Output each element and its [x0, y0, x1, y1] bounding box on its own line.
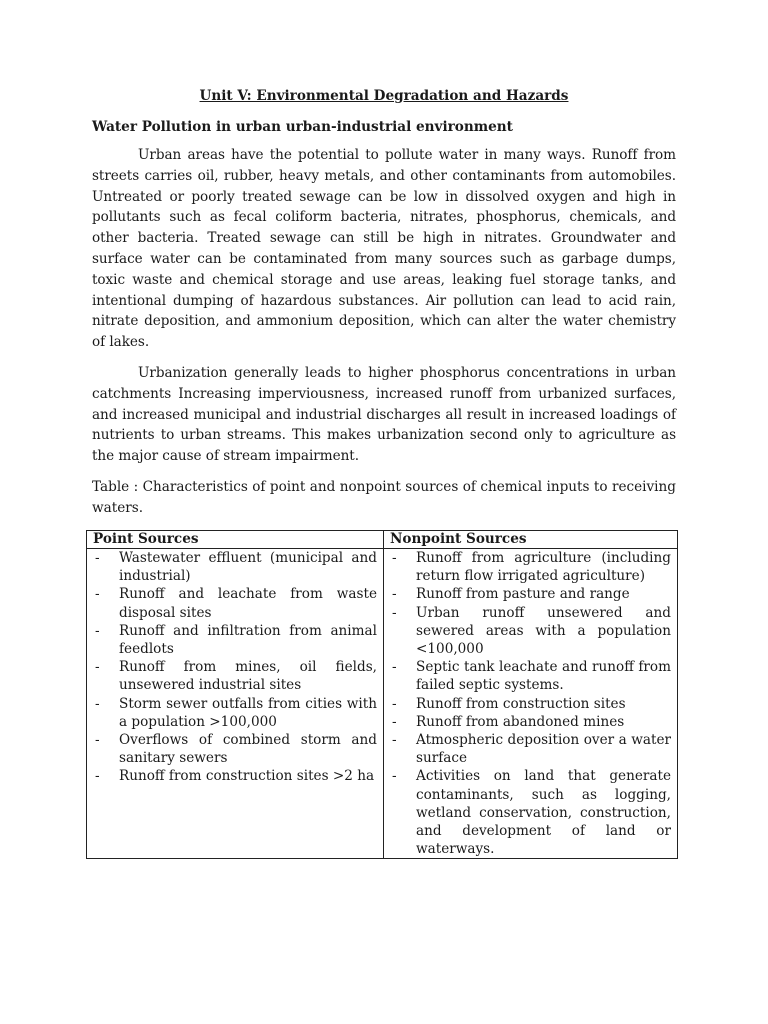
- sources-table: [86, 530, 678, 859]
- point-sources-list: [93, 549, 377, 786]
- list-item: - Urban runoff unsewered and sewered areas with a population <100,000: [390, 604, 671, 659]
- header-nonpoint-sources: Nonpoint Sources: [384, 530, 678, 548]
- paragraph-urban-pollution: Urban areas have the potential to pollute water in many ways. Runoff from streets carries oil, rubber, heavy metals, and other contaminants from automobiles. Untreated or poorly treated sewage can be low in dissolved oxygen and high in pollutants such as fecal coliform bacteria, nitrates, phosphorus, chemicals, and other bacteria. Treated sewage can still be high in nitrates. Groundwater and surface water can be contaminated from many sources such as garbage dumps, toxic waste and chemical storage and use areas, leaking fuel storage tanks, and intentional dumping of hazardous substances. Air pollution can lead to acid rain, nitrate deposition, and ammonium deposition, which can alter the water chemistry of lakes.: [92, 147, 676, 351]
- point-sources-cell: [87, 548, 384, 858]
- header-point-sources: Point Sources: [87, 530, 384, 548]
- table-caption: Table : Characteristics of point and nonpoint sources of chemical inputs to receiving waters.: [92, 478, 676, 516]
- list-item: - Runoff from pasture and range: [390, 585, 671, 603]
- nonpoint-sources-list: [390, 549, 671, 858]
- list-item: - Storm sewer outfalls from cities with a population >100,000: [93, 695, 377, 731]
- document-page: [92, 86, 676, 859]
- section-title: Water Pollution in urban urban-industrial environment: [92, 119, 513, 135]
- list-item: - Runoff from agriculture (including return flow irrigated agriculture): [390, 549, 671, 585]
- list-item: - Runoff and infiltration from animal feedlots: [93, 622, 377, 658]
- list-item: - Wastewater effluent (municipal and industrial): [93, 549, 377, 585]
- unit-title: Unit V: Environmental Degradation and Hazards: [199, 88, 569, 104]
- paragraph-urbanization: Urbanization generally leads to higher phosphorus concentrations in urban catchments Increasing imperviousness, increased runoff from urbanized surfaces, and increased municipal and industrial discharges all result in increased loadings of nutrients to urban streams. This makes urbanization second only to agriculture as the major cause of stream impairment.: [92, 364, 676, 465]
- table-header-row: [87, 530, 678, 548]
- list-item: - Runoff from mines, oil fields, unsewered industrial sites: [93, 658, 377, 694]
- table-row: [87, 548, 678, 858]
- list-item: - Atmospheric deposition over a water surface: [390, 731, 671, 767]
- list-item: - Septic tank leachate and runoff from failed septic systems.: [390, 658, 671, 694]
- list-item: - Runoff from abandoned mines: [390, 713, 671, 731]
- list-item: - Runoff and leachate from waste disposal sites: [93, 585, 377, 621]
- list-item: - Overflows of combined storm and sanitary sewers: [93, 731, 377, 767]
- list-item: - Runoff from construction sites: [390, 695, 671, 713]
- list-item: - Activities on land that generate contaminants, such as logging, wetland conservation, construction, and development of land or waterways.: [390, 767, 671, 858]
- list-item: - Runoff from construction sites >2 ha: [93, 767, 377, 785]
- nonpoint-sources-cell: [384, 548, 678, 858]
